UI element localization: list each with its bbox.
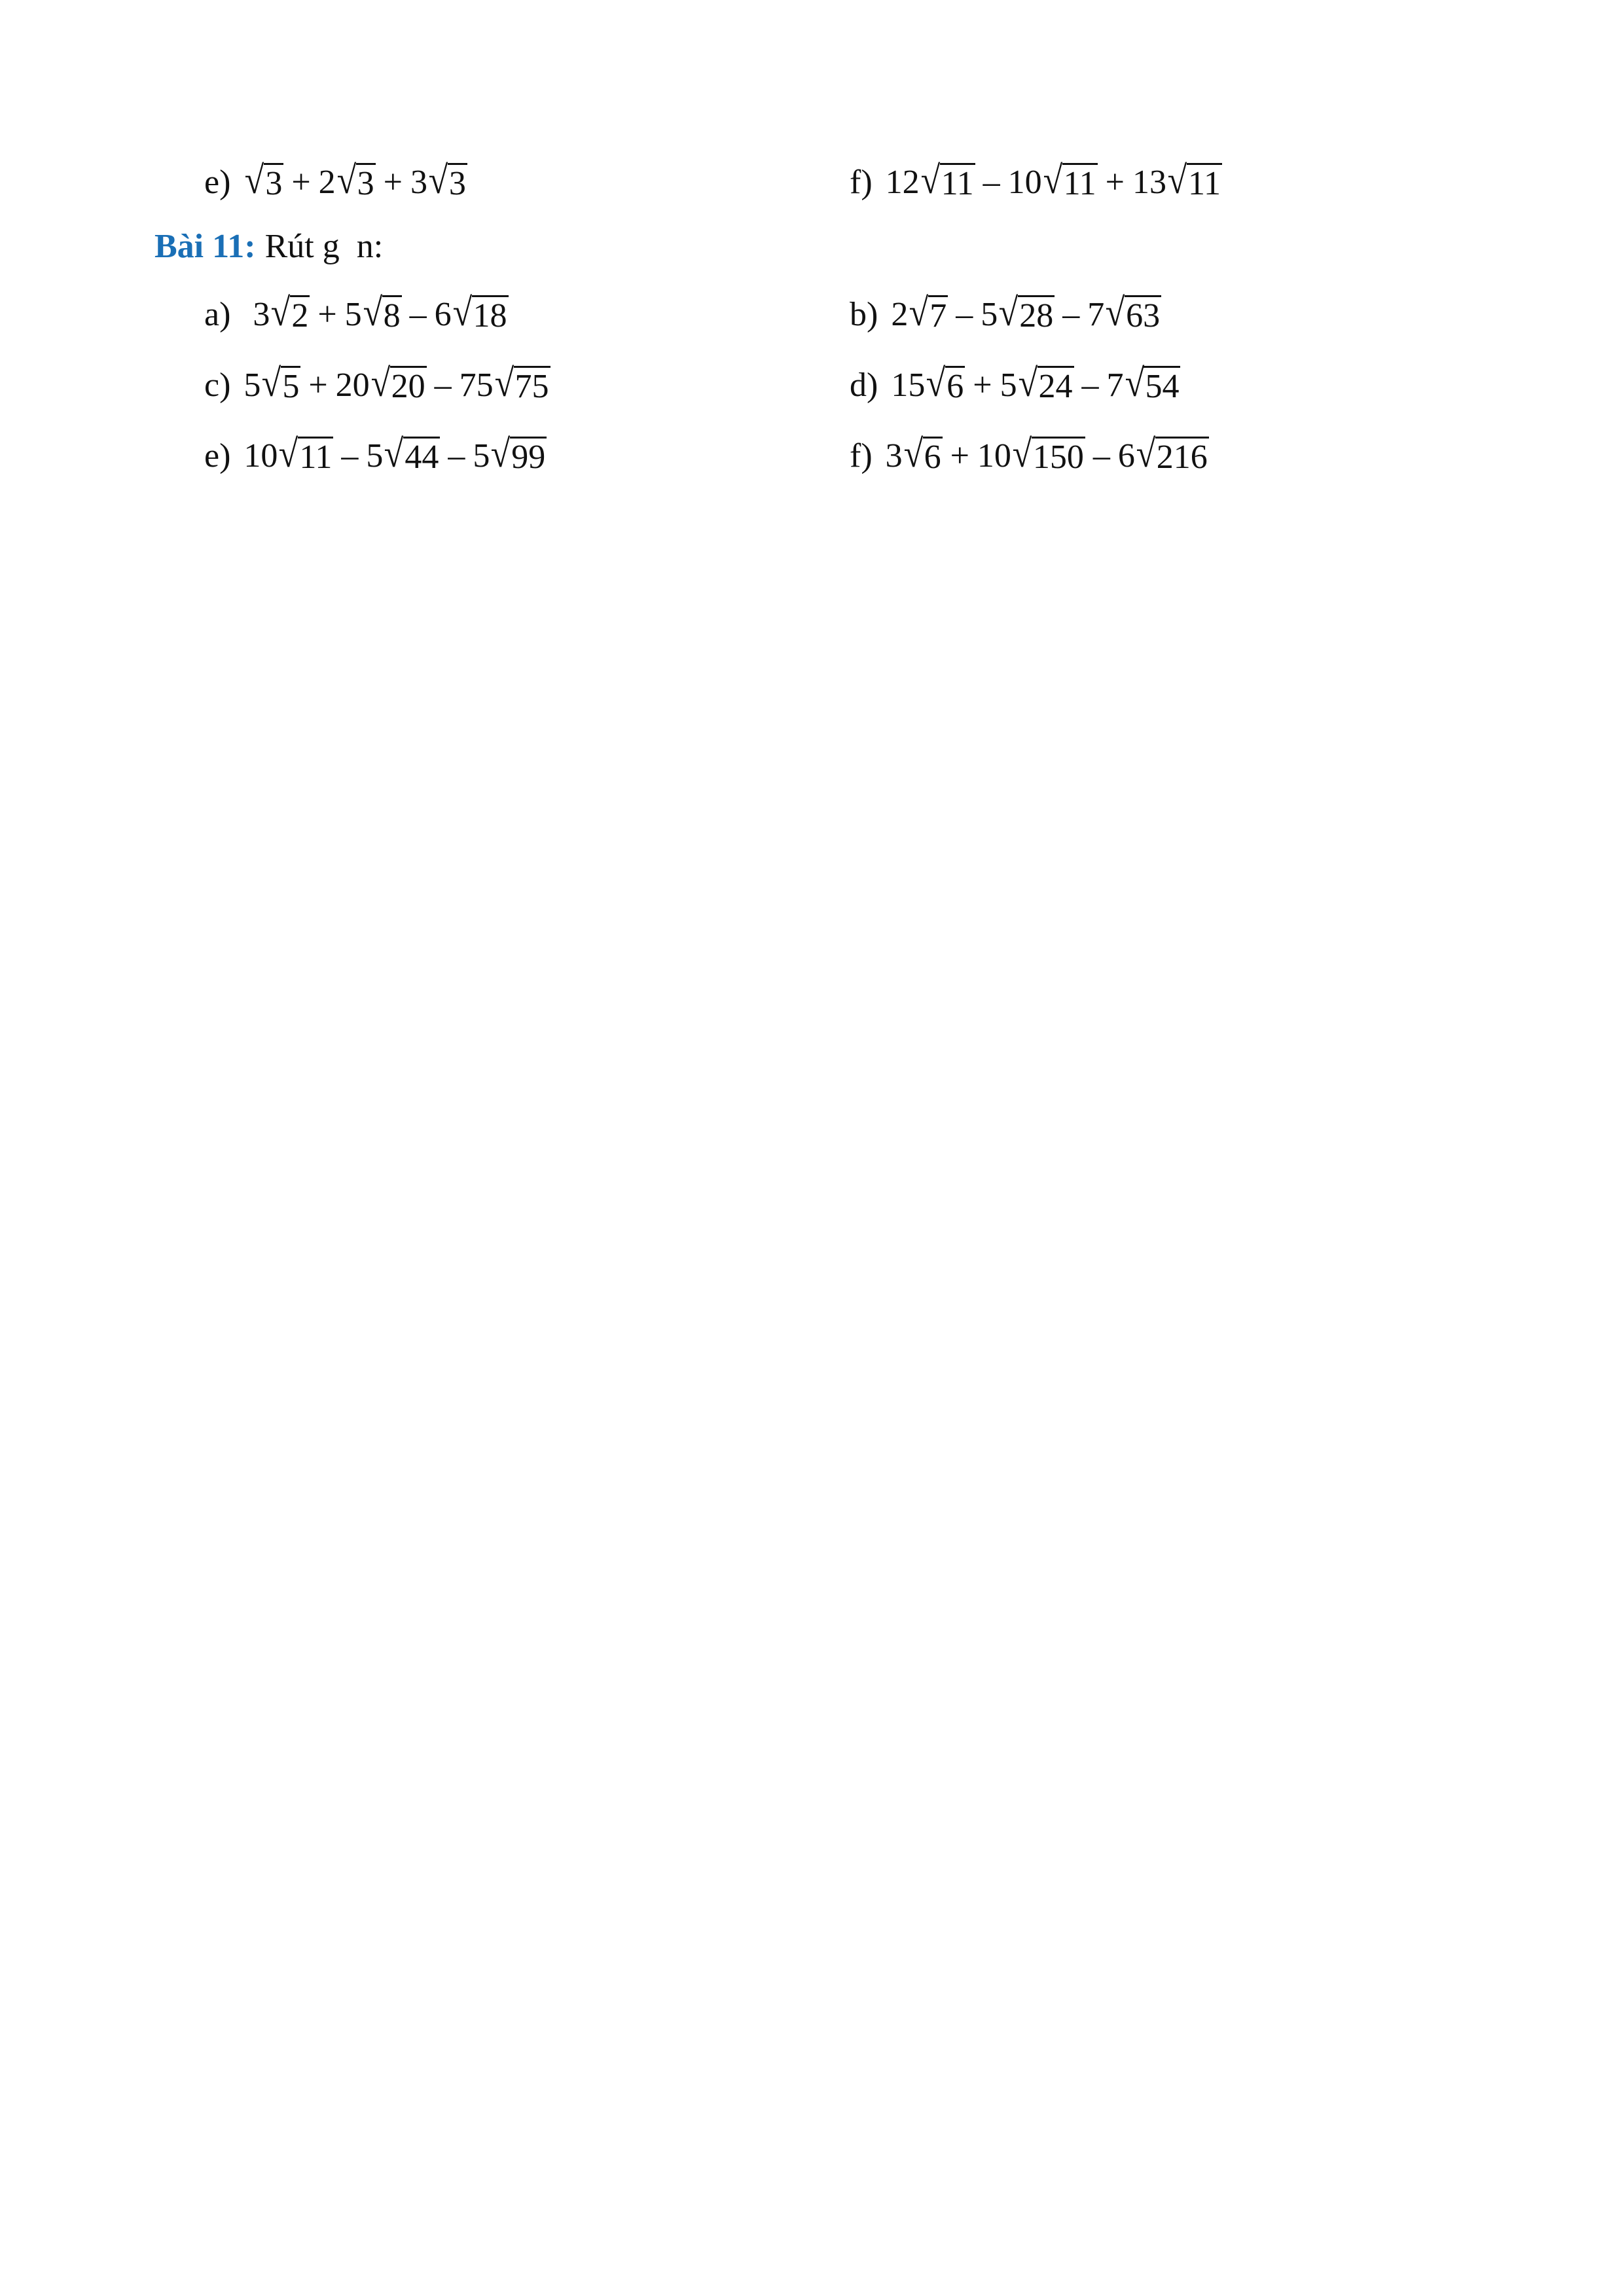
radical-sign-icon: √: [920, 158, 940, 202]
square-root: [1135, 434, 1209, 475]
radical-sign-icon: √: [926, 361, 946, 404]
radical-sign-icon: √: [271, 291, 291, 334]
radical-sign-icon: √: [1043, 158, 1062, 202]
radicand: 44: [403, 437, 440, 476]
square-root: [903, 434, 943, 475]
square-root: [370, 363, 427, 404]
exercise-item-c: [204, 363, 550, 408]
item-label: e): [204, 437, 231, 475]
item-label: c): [204, 367, 231, 404]
radicand: 7: [928, 295, 948, 335]
square-root: [1166, 160, 1222, 202]
radical-sign-icon: √: [279, 432, 298, 475]
coefficient: 10: [244, 437, 278, 475]
square-root: [362, 293, 402, 334]
prev-item-e: [204, 160, 467, 206]
coefficient: 3: [410, 164, 427, 201]
radicand: 5: [281, 366, 300, 406]
coefficient: 7: [1106, 367, 1124, 404]
expression: [886, 160, 1222, 206]
square-root: [1011, 434, 1085, 475]
exercise-item-a: [204, 292, 509, 338]
expression: [244, 363, 550, 408]
operator: +: [1105, 164, 1125, 201]
coefficient: 2: [318, 164, 336, 201]
coefficient: 13: [1132, 164, 1166, 201]
exercise-heading: [154, 224, 383, 270]
radical-sign-icon: √: [384, 432, 404, 475]
radicand: 11: [940, 163, 975, 203]
radical-sign-icon: √: [452, 291, 472, 334]
item-label: a): [204, 296, 231, 333]
square-root: [1104, 293, 1161, 334]
exercise-item-e: [204, 433, 547, 479]
coefficient: 10: [977, 437, 1011, 475]
radicand: 6: [945, 366, 965, 406]
radicand: 216: [1155, 437, 1209, 476]
coefficient: 3: [885, 437, 903, 475]
expression: [891, 292, 1161, 338]
operator: +: [308, 367, 328, 404]
exercise-title: Bài 11:: [154, 228, 256, 265]
item-label: f): [850, 164, 873, 201]
operator: –: [341, 437, 359, 475]
square-root: [244, 160, 283, 202]
coefficient: 5: [244, 367, 261, 404]
radicand: 11: [1187, 163, 1222, 203]
radical-sign-icon: √: [370, 361, 390, 404]
radical-sign-icon: √: [363, 291, 382, 334]
operator: –: [956, 296, 973, 333]
expression: [253, 292, 508, 338]
coefficient: 15: [891, 367, 926, 404]
radical-sign-icon: √: [262, 361, 281, 404]
radical-sign-icon: √: [909, 291, 929, 334]
square-root: [925, 363, 965, 404]
coefficient: 2: [891, 296, 909, 333]
radical-sign-icon: √: [428, 158, 448, 202]
radical-sign-icon: √: [245, 158, 264, 202]
item-label: b): [850, 296, 878, 333]
coefficient: 3: [253, 296, 270, 333]
coefficient: 10: [1007, 164, 1042, 201]
radical-sign-icon: √: [491, 432, 511, 475]
operator: +: [383, 164, 403, 201]
radical-sign-icon: √: [1018, 361, 1038, 404]
coefficient: 7: [1087, 296, 1105, 333]
exercise-instruction: Rút g n:: [264, 228, 384, 265]
radicand: 6: [923, 437, 943, 476]
radicand: 54: [1144, 366, 1180, 406]
prev-item-f: [850, 160, 1222, 206]
radical-sign-icon: √: [903, 432, 923, 475]
radicand: 63: [1125, 295, 1161, 335]
operator: –: [434, 367, 452, 404]
square-root: [383, 434, 440, 475]
exercise-item-b: [850, 292, 1161, 338]
radical-sign-icon: √: [1012, 432, 1032, 475]
square-root: [261, 363, 300, 404]
operator: +: [973, 367, 992, 404]
square-root: [998, 293, 1055, 334]
square-root: [270, 293, 310, 334]
square-root: [490, 434, 547, 475]
radicand: 75: [514, 366, 550, 406]
operator: –: [983, 164, 1000, 201]
radical-sign-icon: √: [998, 291, 1019, 334]
radicand: 11: [1062, 163, 1098, 203]
square-root: [1042, 160, 1098, 202]
radicand: 18: [472, 295, 509, 335]
radical-sign-icon: √: [336, 158, 356, 202]
radical-sign-icon: √: [1136, 432, 1156, 475]
radicand: 20: [390, 366, 427, 406]
square-root: [336, 160, 376, 202]
expression: [244, 160, 467, 206]
item-label: f): [850, 437, 873, 475]
expression: [891, 363, 1180, 408]
radicand: 3: [448, 163, 467, 203]
coefficient: 5: [981, 296, 998, 333]
radicand: 24: [1038, 366, 1074, 406]
operator: –: [448, 437, 465, 475]
radicand: 11: [298, 437, 333, 476]
operator: –: [409, 296, 427, 333]
coefficient: 5: [344, 296, 362, 333]
operator: –: [1081, 367, 1099, 404]
radicand: 99: [510, 437, 547, 476]
square-root: [494, 363, 550, 404]
square-root: [278, 434, 333, 475]
square-root: [1017, 363, 1074, 404]
coefficient: 12: [885, 164, 920, 201]
radical-sign-icon: √: [1105, 291, 1125, 334]
radicand: 2: [290, 295, 310, 335]
coefficient: 6: [434, 296, 452, 333]
square-root: [1124, 363, 1181, 404]
coefficient: 20: [335, 367, 370, 404]
operator: +: [291, 164, 311, 201]
coefficient: 6: [1117, 437, 1135, 475]
radicand: 28: [1018, 295, 1055, 335]
radical-sign-icon: √: [1167, 158, 1187, 202]
radical-sign-icon: √: [494, 361, 514, 404]
coefficient: 5: [473, 437, 490, 475]
expression: [886, 433, 1209, 479]
square-root: [920, 160, 975, 202]
operator: +: [950, 437, 969, 475]
radicand: 3: [264, 163, 283, 203]
expression: [244, 433, 547, 479]
operator: –: [1092, 437, 1110, 475]
square-root: [452, 293, 509, 334]
radicand: 8: [382, 295, 402, 335]
coefficient: 5: [1000, 367, 1017, 404]
operator: +: [317, 296, 337, 333]
exercise-item-f: [850, 433, 1209, 479]
item-label: d): [850, 367, 878, 404]
square-root: [427, 160, 467, 202]
radicand: 3: [356, 163, 376, 203]
coefficient: 5: [366, 437, 384, 475]
radical-sign-icon: √: [1125, 361, 1144, 404]
radicand: 150: [1032, 437, 1085, 476]
square-root: [908, 293, 948, 334]
exercise-item-d: [850, 363, 1180, 408]
item-label: e): [204, 164, 231, 201]
operator: –: [1062, 296, 1080, 333]
coefficient: 75: [459, 367, 494, 404]
